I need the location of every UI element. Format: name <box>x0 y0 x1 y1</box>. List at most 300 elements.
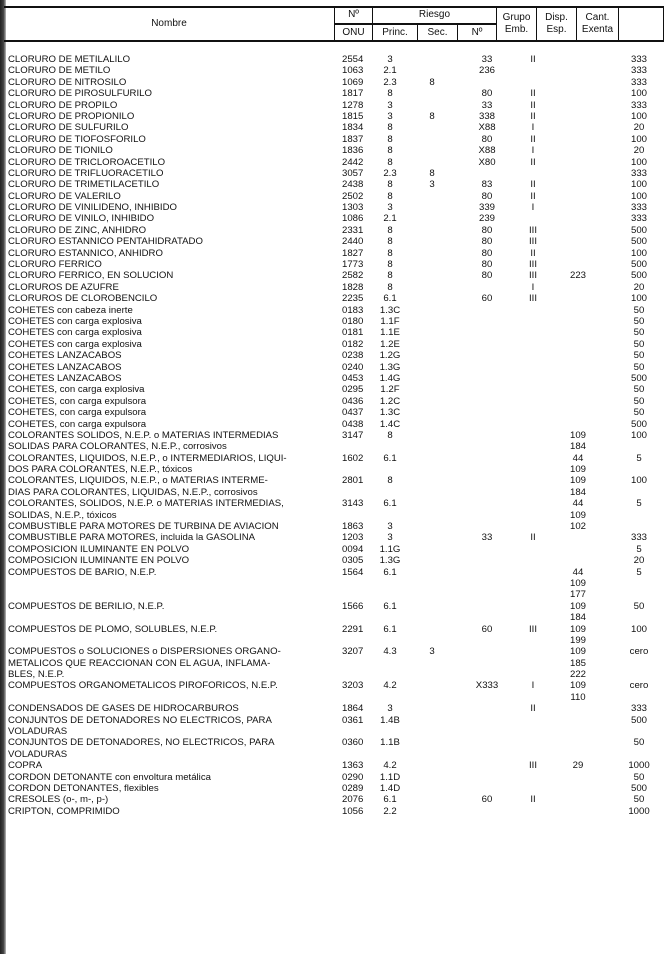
table-row <box>0 464 667 475</box>
cell-riesgo-princ: 8 <box>387 224 393 236</box>
cell-riesgo-princ: 8 <box>387 145 393 157</box>
cell-riesgo-princ: 1.4D <box>379 783 401 794</box>
cell-riesgo-princ: 3 <box>387 532 393 544</box>
cell-grupo-emb: II <box>530 794 536 806</box>
cell-cant-exenta: 333 <box>630 65 647 77</box>
cell-grupo-emb: I <box>531 680 535 692</box>
table-row <box>0 407 667 418</box>
table-row <box>0 532 667 543</box>
cell-onu: 2801 <box>342 475 364 487</box>
cell-disp-esp: 109 <box>569 577 586 589</box>
cell-cant-exenta: 50 <box>633 361 645 373</box>
table-row <box>0 225 667 236</box>
cell-riesgo-princ: 1.3G <box>379 555 401 567</box>
cell-grupo-emb: I <box>531 281 535 293</box>
table-row <box>0 145 667 156</box>
cell-cant-exenta: 500 <box>630 224 647 236</box>
cell-onu: 0295 <box>342 384 364 396</box>
cell-grupo-emb: II <box>530 179 536 191</box>
cell-grupo-emb: II <box>530 133 536 145</box>
cell-riesgo-princ: 8 <box>387 236 393 248</box>
cell-nombre: COMPUESTOS DE BARIO, N.E.P. <box>8 566 157 578</box>
cell-riesgo-princ: 2.2 <box>383 805 397 817</box>
cell-riesgo-no: X80 <box>478 156 496 168</box>
cell-onu: 2331 <box>342 224 364 236</box>
cell-riesgo-princ: 6.1 <box>383 600 397 612</box>
header-bottom-rule-right <box>334 40 664 42</box>
cell-riesgo-sec: 3 <box>429 179 435 191</box>
cell-riesgo-princ: 2.1 <box>383 213 397 225</box>
header-divider <box>618 6 619 41</box>
header-no: Nº <box>348 9 359 20</box>
cell-onu: 0361 <box>342 714 364 726</box>
cell-grupo-emb: II <box>530 99 536 111</box>
cell-nombre: CRESOLES (o-, m-, p-) <box>8 794 109 806</box>
cell-cant-exenta: 100 <box>630 623 647 635</box>
table-row <box>0 65 667 76</box>
cell-cant-exenta: 500 <box>630 236 647 248</box>
table-row <box>0 77 667 88</box>
cell-nombre: CLORURO ESTANNICO, ANHIDRO <box>8 247 163 259</box>
cell-cant-exenta: 50 <box>633 794 645 806</box>
cell-nombre: COMPUESTOS DE PLOMO, SOLUBLES, N.E.P. <box>8 623 218 635</box>
table-row <box>0 578 667 589</box>
cell-riesgo-princ: 4.2 <box>383 760 397 772</box>
cell-nombre: COLORANTES, LIQUIDOS, N.E.P., o MATERIAS INTERME- <box>8 475 268 487</box>
cell-grupo-emb: III <box>529 236 537 248</box>
cell-disp-esp: 102 <box>569 521 586 533</box>
cell-grupo-emb: II <box>530 703 536 715</box>
cell-cant-exenta: 50 <box>633 327 645 339</box>
cell-riesgo-princ: 8 <box>387 133 393 145</box>
cell-onu: 3143 <box>342 498 364 510</box>
cell-nombre: COMBUSTIBLE PARA MOTORES, incluida la GASOLINA <box>8 532 256 544</box>
header-riesgo: Riesgo <box>418 9 451 20</box>
table-row <box>0 111 667 122</box>
cell-onu: 0181 <box>342 327 364 339</box>
cell-cant-exenta: cero <box>629 680 649 692</box>
cell-nombre: COHETES LANZACABOS <box>8 350 122 362</box>
cell-disp-esp: 44 <box>572 452 584 464</box>
cell-grupo-emb: III <box>529 270 537 282</box>
cell-grupo-emb: II <box>530 110 536 122</box>
cell-riesgo-princ: 8 <box>387 429 393 441</box>
cell-nombre: COLORANTES, SOLIDOS, N.E.P. o MATERIAS INTERMEDIAS, <box>8 498 284 510</box>
cell-grupo-emb: II <box>530 54 536 65</box>
cell-nombre: CRIPTON, COMPRIMIDO <box>8 805 120 817</box>
cell-cant-exenta: 50 <box>633 304 645 316</box>
cell-disp-esp: 29 <box>572 760 584 772</box>
cell-disp-esp: 109 <box>569 509 586 521</box>
table-row <box>0 806 667 817</box>
cell-nombre: COPRA <box>8 760 43 772</box>
cell-onu: 0094 <box>342 543 364 555</box>
table-row <box>0 236 667 247</box>
cell-riesgo-no: 239 <box>478 213 495 225</box>
cell-cant-exenta: 1000 <box>628 760 650 772</box>
cell-riesgo-princ: 1.1G <box>379 543 401 555</box>
table-row <box>0 749 667 760</box>
cell-nombre: BLES, N.E.P. <box>8 669 65 681</box>
cell-disp-esp: 223 <box>569 270 586 282</box>
table-row <box>0 259 667 270</box>
cell-cant-exenta: 100 <box>630 156 647 168</box>
cell-onu: 0182 <box>342 338 364 350</box>
cell-riesgo-princ: 6.1 <box>383 293 397 305</box>
cell-riesgo-princ: 3 <box>387 521 393 533</box>
table-row <box>0 601 667 612</box>
cell-riesgo-princ: 1.1E <box>380 327 400 339</box>
cell-cant-exenta: 20 <box>633 145 645 157</box>
cell-nombre: COMPUESTOS DE BERILIO, N.E.P. <box>8 600 165 612</box>
table-row <box>0 487 667 498</box>
cell-cant-exenta: 333 <box>630 167 647 179</box>
cell-riesgo-princ: 6.1 <box>383 452 397 464</box>
cell-disp-esp: 109 <box>569 623 586 635</box>
cell-cant-exenta: 50 <box>633 350 645 362</box>
table-row <box>0 555 667 566</box>
cell-onu: 0289 <box>342 783 364 794</box>
cell-onu: 1564 <box>342 566 364 578</box>
cell-riesgo-no: 60 <box>481 794 493 806</box>
cell-riesgo-princ: 8 <box>387 259 393 271</box>
cell-riesgo-no: X88 <box>478 145 496 157</box>
table-row <box>0 441 667 452</box>
table-row <box>0 692 667 703</box>
cell-cant-exenta: 50 <box>633 737 645 749</box>
cell-cant-exenta: 333 <box>630 76 647 88</box>
cell-onu: 1837 <box>342 133 364 145</box>
cell-riesgo-princ: 1.3C <box>379 407 401 419</box>
cell-riesgo-princ: 1.1D <box>379 771 401 783</box>
cell-cant-exenta: 20 <box>633 555 645 567</box>
cell-riesgo-princ: 8 <box>387 88 393 100</box>
cell-nombre: VOLADURAS <box>8 748 68 760</box>
cell-cant-exenta: 5 <box>636 566 642 578</box>
cell-nombre: VOLADURAS <box>8 726 68 738</box>
cell-nombre: CLORURO DE TIOFOSFORILO <box>8 133 146 145</box>
cell-disp-esp: 222 <box>569 669 586 681</box>
cell-cant-exenta: 20 <box>633 281 645 293</box>
cell-cant-exenta: 100 <box>630 179 647 191</box>
cell-riesgo-no: 80 <box>481 236 493 248</box>
table-row <box>0 396 667 407</box>
table-row <box>0 282 667 293</box>
cell-riesgo-sec: 8 <box>429 110 435 122</box>
cell-onu: 3147 <box>342 429 364 441</box>
cell-onu: 1815 <box>342 110 364 122</box>
header-princ: Princ. <box>382 27 408 38</box>
cell-riesgo-princ: 3 <box>387 99 393 111</box>
cell-cant-exenta: 100 <box>630 429 647 441</box>
cell-grupo-emb: II <box>530 190 536 202</box>
cell-nombre: COHETES con carga explosiva <box>8 327 142 339</box>
cell-riesgo-princ: 4.2 <box>383 680 397 692</box>
table-row <box>0 350 667 361</box>
table-row <box>0 612 667 623</box>
cell-onu: 1834 <box>342 122 364 134</box>
header-divider <box>663 6 664 41</box>
cell-disp-esp: 109 <box>569 429 586 441</box>
cell-onu: 0453 <box>342 372 364 384</box>
cell-cant-exenta: 50 <box>633 338 645 350</box>
cell-riesgo-princ: 1.1B <box>380 737 400 749</box>
cell-onu: 1086 <box>342 213 364 225</box>
table-row <box>0 794 667 805</box>
cell-riesgo-no: 83 <box>481 179 493 191</box>
cell-onu: 2235 <box>342 293 364 305</box>
cell-onu: 1056 <box>342 805 364 817</box>
cell-nombre: CLORURO DE VINILIDENO, INHIBIDO <box>8 202 177 214</box>
cell-nombre: CLORURO DE PROPIONILO <box>8 110 135 122</box>
table-row <box>0 669 667 680</box>
cell-cant-exenta: 100 <box>630 190 647 202</box>
cell-cant-exenta: 20 <box>633 122 645 134</box>
table-row <box>0 475 667 486</box>
table-row <box>0 521 667 532</box>
cell-riesgo-princ: 1.1F <box>380 315 400 327</box>
cell-nombre: COMPUESTOS o SOLUCIONES o DISPERSIONES ORGANO- <box>8 646 281 658</box>
cell-cant-exenta: 500 <box>630 372 647 384</box>
cell-cant-exenta: 50 <box>633 771 645 783</box>
cell-riesgo-princ: 6.1 <box>383 566 397 578</box>
cell-nombre: CLORURO DE PROPILO <box>8 99 118 111</box>
cell-grupo-emb: III <box>529 259 537 271</box>
cell-disp-esp: 177 <box>569 589 586 601</box>
cell-nombre: CLORURO DE TIONILO <box>8 145 113 157</box>
cell-nombre: CLORUROS DE AZUFRE <box>8 281 119 293</box>
cell-riesgo-princ: 1.2E <box>380 338 400 350</box>
cell-cant-exenta: 5 <box>636 498 642 510</box>
cell-riesgo-no: 33 <box>481 99 493 111</box>
header-riesgo-no: Nº <box>471 27 483 38</box>
cell-cant-exenta: 500 <box>630 270 647 282</box>
cell-cant-exenta: 5 <box>636 543 642 555</box>
cell-nombre: METALICOS QUE REACCIONAN CON EL AGUA, INFLAMA- <box>8 657 271 669</box>
cell-disp-esp: 44 <box>572 566 584 578</box>
header-mid-rule <box>334 23 496 25</box>
table-row <box>0 327 667 338</box>
cell-disp-esp: 184 <box>569 441 586 453</box>
cell-riesgo-princ: 2.1 <box>383 65 397 77</box>
table-row <box>0 453 667 464</box>
cell-nombre: COHETES LANZACABOS <box>8 372 122 384</box>
cell-nombre: CLORURO DE ZINC, ANHIDRO <box>8 224 147 236</box>
cell-onu: 3057 <box>342 167 364 179</box>
cell-riesgo-no: 80 <box>481 247 493 259</box>
cell-onu: 0240 <box>342 361 364 373</box>
cell-nombre: DIAS PARA COLORANTES, LIQUIDAS, N.E.P., corrosivos <box>8 486 258 498</box>
cell-onu: 2440 <box>342 236 364 248</box>
table-row <box>0 783 667 794</box>
cell-onu: 1566 <box>342 600 364 612</box>
table-row <box>0 658 667 669</box>
cell-onu: 3203 <box>342 680 364 692</box>
cell-riesgo-sec: 8 <box>429 76 435 88</box>
table-row <box>0 168 667 179</box>
table-header <box>4 6 664 42</box>
cell-cant-exenta: 500 <box>630 783 647 794</box>
table-row <box>0 270 667 281</box>
table-row <box>0 544 667 555</box>
cell-riesgo-sec: 3 <box>429 646 435 658</box>
cell-riesgo-princ: 1.3G <box>379 361 401 373</box>
cell-grupo-emb: II <box>530 88 536 100</box>
table-row <box>0 624 667 635</box>
table-row <box>0 680 667 691</box>
cell-cant-exenta: 333 <box>630 703 647 715</box>
cell-riesgo-princ: 2.3 <box>383 76 397 88</box>
header-bottom-rule-left <box>4 40 334 42</box>
cell-disp-esp: 184 <box>569 612 586 624</box>
cell-riesgo-no: 33 <box>481 54 493 65</box>
cell-nombre: CLORURO FERRICO, EN SOLUCION <box>8 270 174 282</box>
header-emb: Emb. <box>504 24 529 35</box>
cell-onu: 0438 <box>342 418 364 430</box>
cell-nombre: SOLIDAS, N.E.P., tóxicos <box>8 509 117 521</box>
header-sec: Sec. <box>427 27 448 38</box>
cell-onu: 3207 <box>342 646 364 658</box>
cell-disp-esp: 109 <box>569 646 586 658</box>
table-row <box>0 430 667 441</box>
cell-riesgo-princ: 1.2F <box>380 384 400 396</box>
cell-onu: 2291 <box>342 623 364 635</box>
cell-riesgo-princ: 1.3C <box>379 304 401 316</box>
header-onu: ONU <box>342 27 365 38</box>
cell-disp-esp: 44 <box>572 498 584 510</box>
table-row <box>0 510 667 521</box>
cell-grupo-emb: III <box>529 760 537 772</box>
cell-riesgo-princ: 1.2G <box>379 350 401 362</box>
cell-nombre: CLORURO DE TRIMETILACETILO <box>8 179 160 191</box>
cell-riesgo-no: 80 <box>481 270 493 282</box>
table-row <box>0 191 667 202</box>
cell-riesgo-no: X88 <box>478 122 496 134</box>
table-row <box>0 373 667 384</box>
cell-onu: 0238 <box>342 350 364 362</box>
cell-nombre: CLORURO DE NITROSILO <box>8 76 127 88</box>
cell-nombre: CONJUNTOS DE DETONADORES, NO ELECTRICOS, PARA <box>8 737 275 749</box>
cell-onu: 2582 <box>342 270 364 282</box>
cell-cant-exenta: 50 <box>633 315 645 327</box>
cell-cant-exenta: 333 <box>630 54 647 65</box>
cell-riesgo-princ: 6.1 <box>383 623 397 635</box>
cell-riesgo-princ: 8 <box>387 281 393 293</box>
cell-grupo-emb: II <box>530 247 536 259</box>
cell-cant-exenta: 100 <box>630 133 647 145</box>
cell-grupo-emb: III <box>529 293 537 305</box>
cell-nombre: SOLIDAS PARA COLORANTES, N.E.P., corrosivos <box>8 441 227 453</box>
cell-cant-exenta: 100 <box>630 247 647 259</box>
cell-disp-esp: 109 <box>569 600 586 612</box>
cell-nombre: CLORURO DE METILALILO <box>8 54 131 65</box>
cell-cant-exenta: 50 <box>633 600 645 612</box>
cell-onu: 1069 <box>342 76 364 88</box>
cell-nombre: COHETES LANZACABOS <box>8 361 122 373</box>
cell-disp-esp: 109 <box>569 475 586 487</box>
cell-onu: 0290 <box>342 771 364 783</box>
cell-cant-exenta: 500 <box>630 259 647 271</box>
table-row <box>0 635 667 646</box>
table-row <box>0 100 667 111</box>
cell-riesgo-princ: 4.3 <box>383 646 397 658</box>
cell-onu: 1203 <box>342 532 364 544</box>
cell-disp-esp: 184 <box>569 486 586 498</box>
cell-nombre: CLORURO DE METILO <box>8 65 111 77</box>
cell-nombre: COHETES, con carga expulsora <box>8 418 147 430</box>
cell-riesgo-no: 80 <box>481 224 493 236</box>
cell-riesgo-no: 80 <box>481 133 493 145</box>
cell-riesgo-princ: 1.2C <box>379 395 401 407</box>
cell-nombre: CORDON DETONANTE con envoltura metálica <box>8 771 211 783</box>
cell-cant-exenta: 333 <box>630 99 647 111</box>
cell-cant-exenta: 50 <box>633 384 645 396</box>
table-row <box>0 737 667 748</box>
cell-onu: 1817 <box>342 88 364 100</box>
cell-disp-esp: 109 <box>569 464 586 476</box>
cell-riesgo-princ: 6.1 <box>383 498 397 510</box>
cell-cant-exenta: 50 <box>633 407 645 419</box>
cell-nombre: CLORURO DE SULFURILO <box>8 122 129 134</box>
cell-riesgo-princ: 8 <box>387 190 393 202</box>
cell-onu: 0305 <box>342 555 364 567</box>
cell-disp-esp: 199 <box>569 634 586 646</box>
table-row <box>0 589 667 600</box>
cell-cant-exenta: 100 <box>630 88 647 100</box>
table-row <box>0 293 667 304</box>
cell-riesgo-no: 33 <box>481 532 493 544</box>
cell-nombre: CONDENSADOS DE GASES DE HIDROCARBUROS <box>8 703 239 715</box>
cell-riesgo-no: 80 <box>481 259 493 271</box>
cell-nombre: COMPOSICION ILUMINANTE EN POLVO <box>8 543 190 555</box>
cell-onu: 1773 <box>342 259 364 271</box>
cell-disp-esp: 109 <box>569 680 586 692</box>
cell-nombre: CLORURO DE TRICLOROACETILO <box>8 156 166 168</box>
cell-riesgo-princ: 8 <box>387 122 393 134</box>
table-row <box>0 88 667 99</box>
cell-riesgo-no: X333 <box>475 680 499 692</box>
cell-nombre: CLORURO DE VINILO, INHIBIDO <box>8 213 155 225</box>
cell-cant-exenta: 100 <box>630 293 647 305</box>
table-row <box>0 703 667 714</box>
cell-onu: 0183 <box>342 304 364 316</box>
cell-riesgo-princ: 3 <box>387 110 393 122</box>
table-row <box>0 760 667 771</box>
cell-nombre: COMPOSICION ILUMINANTE EN POLVO <box>8 555 190 567</box>
header-grupo: Grupo <box>502 12 531 23</box>
cell-riesgo-no: 80 <box>481 88 493 100</box>
cell-nombre: COMBUSTIBLE PARA MOTORES DE TURBINA DE AVIACION <box>8 521 279 533</box>
cell-grupo-emb: I <box>531 145 535 157</box>
cell-cant-exenta: 333 <box>630 532 647 544</box>
cell-nombre: COHETES con carga explosiva <box>8 315 142 327</box>
cell-cant-exenta: 333 <box>630 213 647 225</box>
cell-riesgo-princ: 8 <box>387 247 393 259</box>
table-row <box>0 248 667 259</box>
cell-nombre: CLORURO DE PIROSULFURILO <box>8 88 152 100</box>
cell-riesgo-princ: 8 <box>387 156 393 168</box>
cell-onu: 1363 <box>342 760 364 772</box>
cell-nombre: CONJUNTOS DE DETONADORES NO ELECTRICOS, PARA <box>8 714 272 726</box>
cell-riesgo-no: 80 <box>481 190 493 202</box>
cell-cant-exenta: 500 <box>630 714 647 726</box>
table-row <box>0 179 667 190</box>
cell-riesgo-princ: 3 <box>387 54 393 65</box>
cell-nombre: CLORURO ESTANNICO PENTAHIDRATADO <box>8 236 203 248</box>
cell-onu: 0180 <box>342 315 364 327</box>
header-disp: Disp. <box>545 12 568 23</box>
cell-onu: 0360 <box>342 737 364 749</box>
